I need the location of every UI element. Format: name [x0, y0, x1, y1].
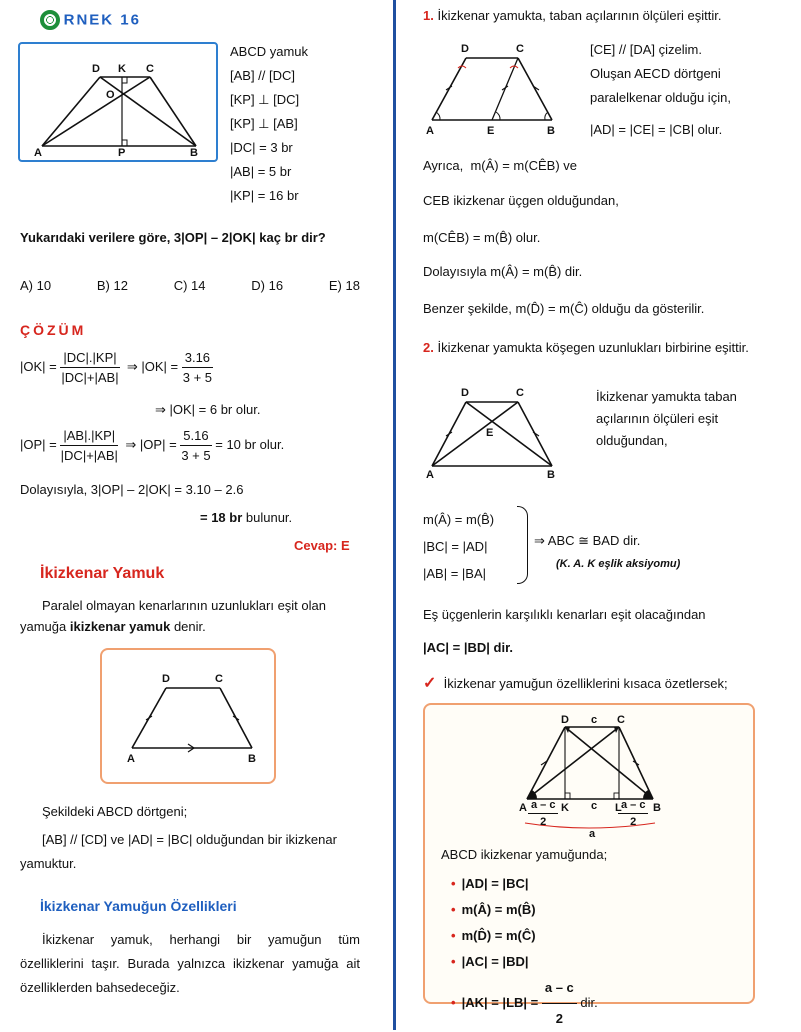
box-frac-right: $\frac{a - c}{2}$	[618, 799, 648, 828]
properties-heading: İkizkenar Yamuğun Özellikleri	[40, 898, 237, 914]
ceb-equation: m(CÊB) = m(B̂) olur.	[423, 230, 541, 245]
choice-d[interactable]: D) 16	[251, 278, 284, 293]
op-lhs: |OP| =	[20, 436, 57, 452]
op-arrow: ⇒ |OP| =	[125, 436, 177, 452]
svg-text:a: a	[589, 828, 596, 839]
op-fraction-values: $\frac{5.16}{3 + 5}$	[181, 428, 211, 463]
solution-title: ÇÖZÜM	[20, 322, 87, 338]
svg-text:A: A	[426, 125, 434, 137]
choice-e[interactable]: E) 18	[328, 278, 360, 293]
box-title: ABCD ikizkenar yamuğunda;	[441, 847, 608, 862]
es-line: Eş üçgenlerin karşılıklı kenarları eşit olacağından	[423, 607, 706, 622]
isosceles-trapezoid-figure	[102, 650, 274, 782]
ceb-line: CEB ikizkenar üçgen olduğundan,	[423, 193, 619, 208]
isosceles-definition: Paralel olmayan kenarlarının uzunlukları eşit olan yamuğa ikizkenar yamuk denir.	[20, 598, 326, 634]
ok-arrow: ⇒ |OK| =	[126, 358, 179, 374]
label-C: C	[146, 63, 154, 75]
property-1-figure	[420, 38, 570, 138]
op-result: = 10 br olur.	[215, 436, 285, 452]
label-O: O	[106, 89, 115, 101]
congruence-system: m(Â) = m(B̂) |BC| = |AD| |AB| = |BA|	[423, 512, 495, 581]
ok-equation	[20, 350, 213, 385]
choice-b[interactable]: B) 12	[96, 278, 128, 293]
dolayisiyla-line: Dolayısıyla m(Â) = m(B̂) dir.	[423, 264, 583, 279]
example-figure-frame	[18, 42, 218, 162]
svg-text:c: c	[591, 800, 598, 812]
given-item: [AB] // [DC]	[230, 68, 296, 83]
ok-lhs: |OK| =	[20, 358, 57, 374]
property-1-side: [CE] // [DA] çizelim. Oluşan AECD dörtgeni paralelkenar olduğu için, |AD| = |CE| = |CB| olur.	[590, 42, 731, 137]
given-item: |AB| = 5 br	[230, 164, 292, 179]
svg-text:B: B	[547, 469, 555, 481]
svg-text:E: E	[487, 125, 495, 137]
svg-text:C: C	[617, 714, 625, 726]
benzer-line: Benzer şekilde, m(D̂) = m(Ĉ) olduğu da gösterilir.	[423, 301, 705, 316]
ac-bd-line: |AC| = |BD| dir.	[423, 640, 514, 655]
property-1-title: 1. İkizkenar yamukta, taban açılarının ölçüleri eşittir.	[423, 8, 722, 23]
example-header	[40, 10, 141, 30]
ok-result: ⇒ |OK| = 6 br olur.	[155, 402, 261, 417]
label-A: A	[127, 753, 135, 765]
box-item: • m(Â) = m(B̂)	[451, 902, 536, 917]
isosceles-desc-1: Şekildeki ABCD dörtgeni;	[42, 804, 188, 819]
congruence-result: ⇒ ABC ≅ BAD dir.	[534, 533, 641, 548]
label-A: A	[34, 147, 42, 159]
example-logo-icon	[40, 10, 60, 30]
given-item: |KP| = 16 br	[230, 188, 299, 203]
property-2-side: İkizkenar yamukta taban açılarının ölçüleri eşit olduğundan,	[596, 389, 737, 448]
property-2-figure	[420, 384, 570, 484]
trapezoid-figure-16	[20, 44, 216, 160]
ok-fraction: $\frac{|DC|.|KP|}{|DC|+|AB|}$	[61, 350, 119, 385]
ayrica-line: Ayrıca, m(Â) = m(CÊB) ve	[423, 158, 577, 173]
final-line-1: Dolayısıyla, 3|OP| – 2|OK| = 3.10 – 2.6	[20, 482, 244, 497]
answer-label: Cevap: E	[294, 538, 350, 553]
final-line-2: = 18 br bulunur.	[200, 510, 293, 525]
check-icon: ✓	[423, 675, 437, 692]
congruence-note: (K. A. K eşlik aksiyomu)	[556, 558, 681, 570]
property-2-title: 2. İkizkenar yamukta köşegen uzunlukları birbirine eşittir.	[423, 340, 749, 355]
given-item: [KP] ⊥ [DC]	[230, 92, 300, 107]
svg-text:D: D	[561, 714, 569, 726]
box-item: • m(D̂) = m(Ĉ)	[451, 928, 536, 943]
choices	[20, 278, 360, 293]
label-D: D	[162, 673, 170, 685]
given-list	[230, 40, 308, 208]
svg-text:E: E	[486, 427, 494, 439]
svg-text:D: D	[461, 43, 469, 55]
label-B: B	[190, 147, 198, 159]
isosceles-heading: İkizkenar Yamuk	[40, 565, 165, 582]
label-K: K	[118, 63, 126, 75]
svg-text:c: c	[591, 714, 598, 726]
isosceles-figure-frame	[100, 648, 276, 784]
svg-text:L: L	[615, 802, 622, 814]
example-title: RNEK 16	[63, 11, 141, 29]
op-fraction: $\frac{|AB|.|KP|}{|DC|+|AB|}$	[60, 428, 118, 463]
svg-text:A: A	[426, 469, 434, 481]
given-item: ABCD yamuk	[230, 44, 309, 59]
label-D: D	[92, 63, 100, 75]
question-text: Yukarıdaki verilere göre, 3|OP| – 2|OK| kaç br dir?	[20, 230, 326, 245]
box-item: • |AK| = |LB| = $\frac{a - c}{2}$ dir.	[451, 975, 598, 1032]
box-list	[451, 871, 598, 1032]
box-item: • |AC| = |BD|	[451, 954, 529, 969]
column-divider	[393, 0, 396, 1030]
given-item: |DC| = 3 br	[230, 140, 293, 155]
svg-text:B: B	[653, 802, 661, 814]
choice-a[interactable]: A) 10	[20, 278, 52, 293]
box-frac-left: $\frac{a - c}{2}$	[528, 799, 558, 828]
summary-intro: ✓ İkizkenar yamuğun özelliklerini kısaca özetlersek;	[423, 675, 728, 692]
isosceles-desc-2: [AB] // [CD] ve |AD| = |BC| olduğundan bir ikizkenar yamuktur.	[20, 832, 337, 871]
choice-c[interactable]: C) 14	[173, 278, 206, 293]
svg-text:C: C	[516, 387, 524, 399]
svg-text:B: B	[547, 125, 555, 137]
brace	[517, 506, 528, 584]
ok-fraction-values: $\frac{3.16}{3 + 5}$	[182, 350, 213, 385]
box-item: • |AD| = |BC|	[451, 876, 529, 891]
op-equation	[20, 428, 284, 463]
label-P: P	[118, 147, 126, 159]
label-C: C	[215, 673, 223, 685]
properties-text: İkizkenar yamuk, herhangi bir yamuğun tüm özelliklerini taşır. Burada yalnızca ikizkenar yamuğa ait özelliklerden bahsedeceğiz.	[20, 932, 360, 995]
box-last-frac: $\frac{a - c}{2}$	[542, 975, 577, 1032]
label-B: B	[248, 753, 256, 765]
svg-text:K: K	[561, 802, 569, 814]
svg-text:D: D	[461, 387, 469, 399]
svg-text:A: A	[519, 802, 527, 814]
summary-box	[423, 703, 755, 1026]
svg-text:C: C	[516, 43, 524, 55]
given-item: [KP] ⊥ [AB]	[230, 116, 298, 131]
